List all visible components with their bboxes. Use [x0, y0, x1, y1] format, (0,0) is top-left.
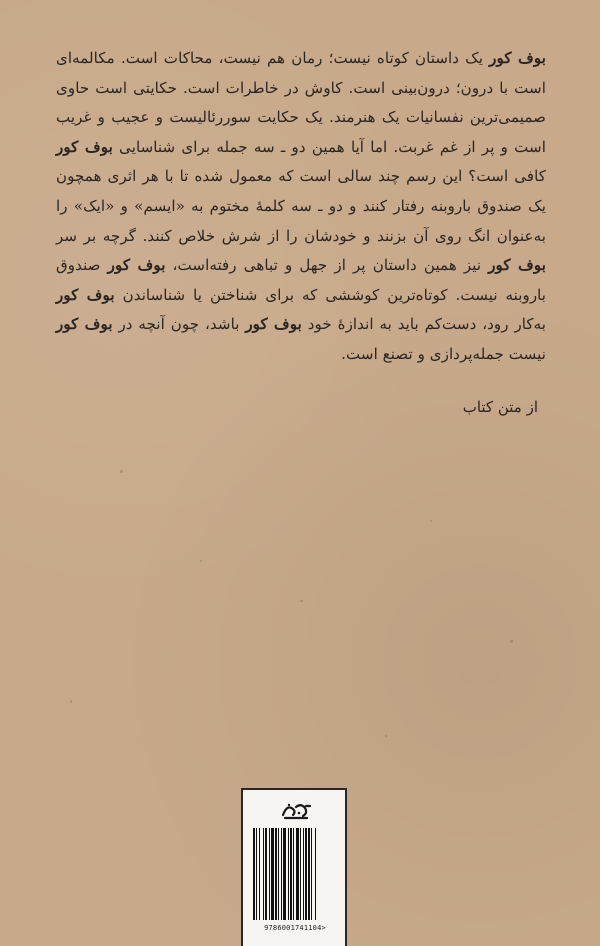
- barcode-bar: [256, 828, 257, 920]
- book-title-mention: بوف کور: [489, 49, 546, 67]
- passage-text: نیست جمله‌پردازی و تصنع است.: [341, 344, 546, 363]
- source-attribution: از متن کتاب: [462, 398, 538, 416]
- barcode-bar: [308, 828, 310, 920]
- barcode-bar: [290, 828, 292, 920]
- barcode-box: [241, 788, 347, 946]
- passage-text: کافی است؟ این رسم چند سالی است که معمول شده تا با هر اثری همچون یک صندوق باروبنه رفتار کنند و دو ـ سه کلمهٔ مختوم به «ایسم» و «ایک» را به‌عنوان انگ روی آن بزنند و خودشان را از شرش خلاص کنند. گرچه بر سر: [56, 167, 546, 245]
- barcode-bar: [265, 828, 267, 920]
- book-title-mention: بوف کور: [245, 315, 302, 334]
- barcode-bar: [283, 828, 286, 920]
- barcode-bar: [263, 828, 264, 920]
- barcode-bar: [311, 828, 312, 920]
- passage-text: باشد، چون آنچه در: [112, 315, 246, 334]
- barcode-bar: [278, 828, 279, 920]
- book-title-mention: بوف کور: [56, 137, 113, 156]
- barcode-bar: [281, 828, 282, 920]
- isbn-barcode: [251, 828, 339, 920]
- publisher-logo-icon: [277, 800, 315, 822]
- barcode-bar: [259, 828, 260, 920]
- back-cover-passage: [56, 44, 546, 370]
- book-title-mention: بوف کور: [56, 315, 113, 334]
- barcode-bar: [271, 828, 274, 920]
- isbn-number: 9786001741104>: [264, 924, 326, 932]
- barcode-bar: [300, 828, 301, 920]
- barcode-bar: [305, 828, 307, 920]
- barcode-bar: [269, 828, 270, 920]
- barcode-bar: [296, 828, 299, 920]
- passage-text: صندوق باروبنه نیست. کوتاه‌ترین کوششی که برای شناختن یا شناساندن: [56, 256, 547, 304]
- barcode-bar: [293, 828, 294, 920]
- passage-text: به‌کار رود، دست‌کم باید به اندازهٔ خود: [301, 315, 547, 334]
- book-title-mention: بوف کور: [56, 285, 115, 304]
- barcode-bar: [275, 828, 277, 920]
- book-title-mention: بوف کور: [488, 256, 547, 275]
- barcode-bar: [253, 828, 255, 920]
- book-title-mention: بوف کور: [107, 256, 166, 275]
- passage-text: نیز همین داستان پر از جهل و تباهی رفته‌است،: [165, 256, 489, 275]
- barcode-bar: [303, 828, 304, 920]
- passage-paragraph: [56, 44, 546, 370]
- passage-text: یک داستان کوتاه نیست؛ رمان هم نیست، محاکات است. مکالمه‌ای است با درون؛ درون‌بینی است. کاوش در خاطرات است. حکایتی است حاوی صمیمی‌ترین نفسانیات یک هنرمند. یک حکایت سوررئالیست و عجیب و غریب است و پر از غم غربت. اما آیا همین دو ـ سه جمله برای شناسایی: [56, 49, 546, 156]
- barcode-bar: [288, 828, 289, 920]
- barcode-bar: [315, 828, 316, 920]
